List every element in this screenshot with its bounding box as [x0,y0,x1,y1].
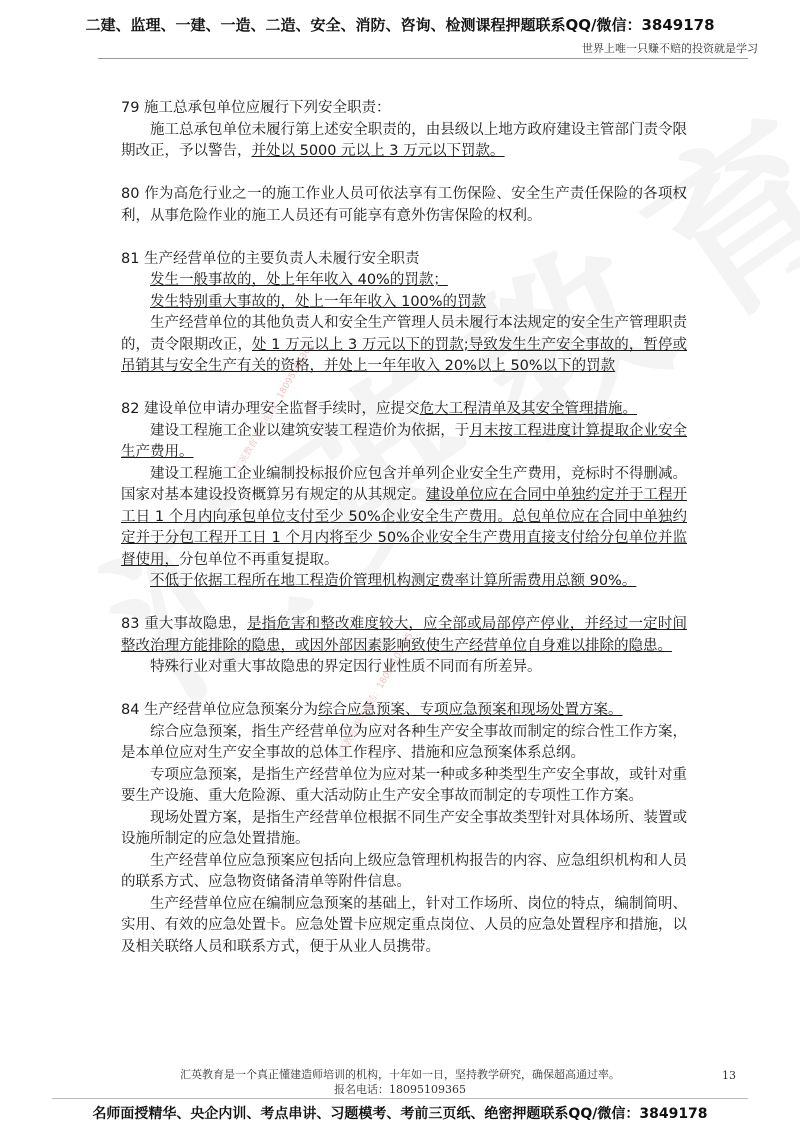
sec79-title: 79 施工总承包单位应履行下列安全职责： [121,100,391,116]
sec84-title: 84 生产经营单位应急预案分为综合应急预案、专项应急预案和现场处置方案。 [121,702,623,718]
sec81-line2: 发生特别重大事故的，处上一年年收入 100%的罚款 [150,293,487,310]
sec82-paragraph1: 建设工程施工企业以建筑安装工程造价为依据，于月末按工程进度计算提取企业安全生产费用。 [121,422,688,460]
document-body [121,98,687,958]
watermark-small-1: 汇英教育 报名电话：18095109365 [233,341,316,474]
sec83-paragraph1: 特殊行业对重大事故隐患的界定因行业性质不同而有所差异。 [150,659,542,675]
footer-slogan: 汇英教育是一个真正懂建造师培训的机构，十年如一日，坚持教学研究，确保超高通过率。 [180,1068,620,1081]
sec84-paragraph1: 综合应急预案，指生产经营单位为应对各种生产安全事故而制定的综合性工作方案，是本单位应对生产安全事故的总体工作程序、措施和应急预案体系总纲。 [121,723,687,761]
sec81-line1: 发生一般事故的，处上年年收入 40%的罚款； [150,272,448,288]
sec84-paragraph3: 现场处置方案，是指生产经营单位根据不同生产安全事故类型针对具体场所、装置或设施所制定的应急处置措施。 [121,809,687,847]
sec82-paragraph3: 不低于依据工程所在地工程造价管理机构测定费率计算所需费用总额 90%。 [150,573,637,589]
header-slogan: 世界上唯一只赚不赔的投资就是学习 [582,42,758,55]
header-divider [98,58,748,59]
sec84-paragraph4: 生产经营单位应急预案应包括向上级应急管理机构报告的内容、应急组织机构和人员的联系方式、应急物资储备清单等附件信息。 [121,852,687,890]
footer-contact-text: 名师面授精华、央企内训、考点串讲、习题模考、考前三页纸、绝密押题联系QQ/微信：3849178 [92,1106,708,1122]
sec83-title: 83 重大事故隐患，是指危害和整改难度较大，应全部或局部停产停业，并经过一定时间整改治理方能排除的隐患，或因外部因素影响致使生产经营单位自身难以排除的隐患。 [121,616,687,654]
watermark-small-2: 汇英教育 报名电话：18095109365 [333,631,416,764]
footer-phone: 报名电话：18095109365 [334,1083,466,1096]
sec82-paragraph2: 建设工程施工企业编制投标报价应包含并单列企业安全生产费用，竞标时不得删减。国家对基本建设投资概算另有规定的从其规定。建设单位应在合同中单独约定并于工程开工日 1 个月内向承包单位支付至少 50%企业安全生产费用。总包单位应在合同中单独约定并于分包工程开工日 1 个月内将至少 50%企业安全生产费用直接支付给分包单位并监督使用，分包单位不再重复提取。 [121,465,688,568]
sec84-paragraph5: 生产经营单位应在编制应急预案的基础上，针对工作场所、岗位的特点，编制简明、实用、有效的应急处置卡。应急处置卡应规定重点岗位、人员的应急处置程序和措施，以及相关联络人员和联系方式，便于从业人员携带。 [121,895,687,955]
page-number: 13 [722,1069,736,1082]
sec84-paragraph2: 专项应急预案，是指生产经营单位为应对某一种或多种类型生产安全事故，或针对重要生产设施、重大危险源、重大活动防止生产安全事故而制定的专项性工作方案。 [121,766,687,804]
sec82-title: 82 建设单位申请办理安全监督手续时，应提交危大工程清单及其安全管理措施。 [121,401,638,417]
header-contact-text: 二建、监理、一建、一造、二造、安全、消防、咨询、检测课程押题联系QQ/微信：3849178 [85,16,715,34]
sec81-paragraph: 生产经营单位的其他负责人和安全生产管理人员未履行本法规定的安全生产管理职责的，责令限期改正，处 1 万元以上 3 万元以下的罚款;导致发生生产安全事故的，暂停或吊销其与安全生产有关的资格，并处上一年年收入 20%以上 50%以下的罚款 [121,315,687,374]
sec80-paragraph: 80 作为高危行业之一的施工作业人员可依法享有工伤保险、安全生产责任保险的各项权利，从事危险作业的施工人员还有可能享有意外伤害保险的权利。 [121,186,687,224]
footer-divider [52,1098,748,1099]
sec79-paragraph: 施工总承包单位未履行第上述安全职责的，由县级以上地方政府建设主管部门责令限期改正，予以警告，并处以 5000 元以上 3 万元以下罚款。 [121,121,687,159]
sec81-title: 81 生产经营单位的主要负责人未履行安全职责 [121,250,420,267]
